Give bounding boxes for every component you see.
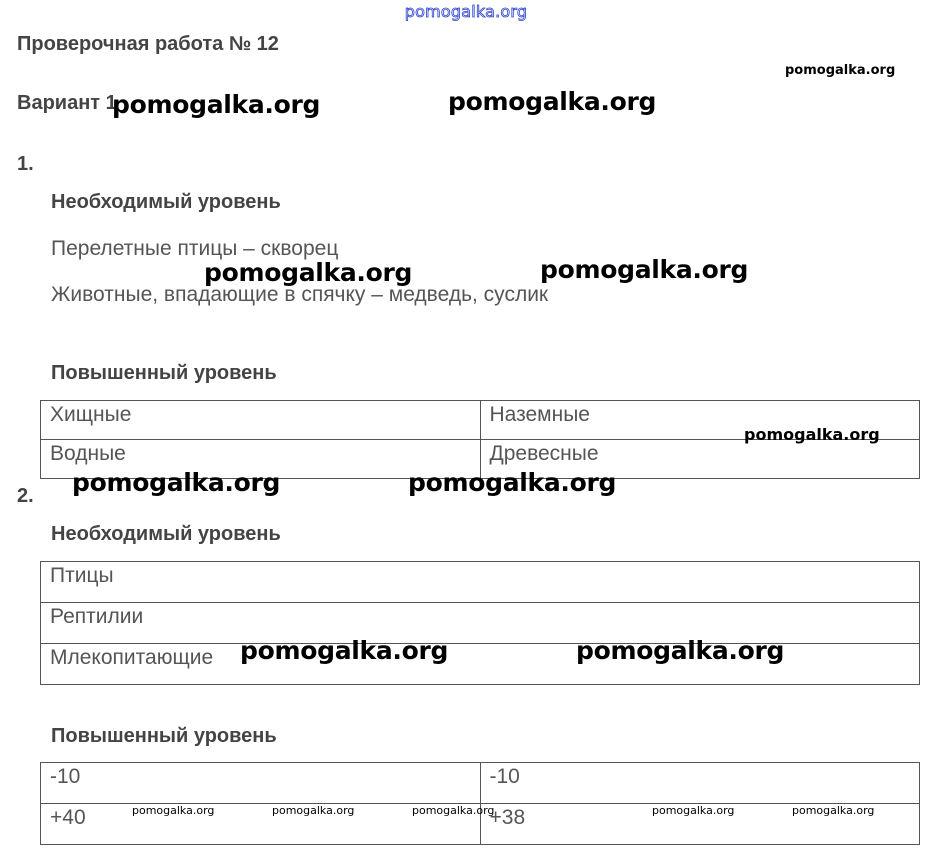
task-1-basic-level-heading: Необходимый уровень: [51, 191, 281, 213]
table-cell: Древесные: [480, 440, 920, 479]
table-cell: +40: [41, 804, 481, 845]
watermark: pomogalka.org: [412, 804, 495, 817]
watermark: pomogalka.org: [540, 255, 749, 284]
watermark: pomogalka.org: [72, 468, 281, 497]
task-1-line-1: Перелетные птицы – скворец: [51, 237, 339, 260]
task-2-table: [40, 561, 920, 685]
watermark: pomogalka.org: [408, 468, 617, 497]
watermark: pomogalka.org: [204, 258, 413, 287]
watermark: pomogalka.org: [448, 87, 657, 116]
task-1-line-2: Животные, впадающие в спячку – медведь, суслик: [51, 283, 549, 306]
table-row: [41, 603, 920, 644]
table-cell: Водные: [41, 440, 481, 479]
variant-label: Вариант 1: [17, 92, 117, 114]
task-1-advanced-level-heading: Повышенный уровень: [51, 362, 277, 384]
table-cell: Хищные: [41, 401, 481, 440]
watermark: pomogalka.org: [652, 804, 735, 817]
table-row: [41, 763, 920, 804]
watermark: pomogalka.org: [132, 804, 215, 817]
table-cell: -10: [41, 763, 481, 804]
table-row: [41, 644, 920, 685]
table-cell: Птицы: [41, 562, 920, 603]
watermark: pomogalka.org: [785, 63, 896, 78]
watermark: pomogalka.org: [576, 636, 785, 665]
watermark-header: pomogalka.org: [404, 2, 528, 21]
table-cell: -10: [480, 763, 920, 804]
table-cell: Наземные: [480, 401, 920, 440]
watermark: pomogalka.org: [112, 90, 321, 119]
task-1-number: 1.: [17, 153, 34, 175]
watermark: pomogalka.org: [240, 636, 449, 665]
task-2-number: 2.: [17, 485, 34, 507]
task-2-advanced-level-heading: Повышенный уровень: [51, 725, 277, 747]
watermark: pomogalka.org: [792, 804, 875, 817]
table-cell: Рептилии: [41, 603, 920, 644]
table-row: [41, 562, 920, 603]
watermark: pomogalka.org: [272, 804, 355, 817]
table-cell: Млекопитающие: [41, 644, 920, 685]
page-title: Проверочная работа № 12: [17, 33, 279, 55]
watermark: pomogalka.org: [744, 425, 880, 444]
task-2-basic-level-heading: Необходимый уровень: [51, 523, 281, 545]
table-cell: +38: [480, 804, 920, 845]
